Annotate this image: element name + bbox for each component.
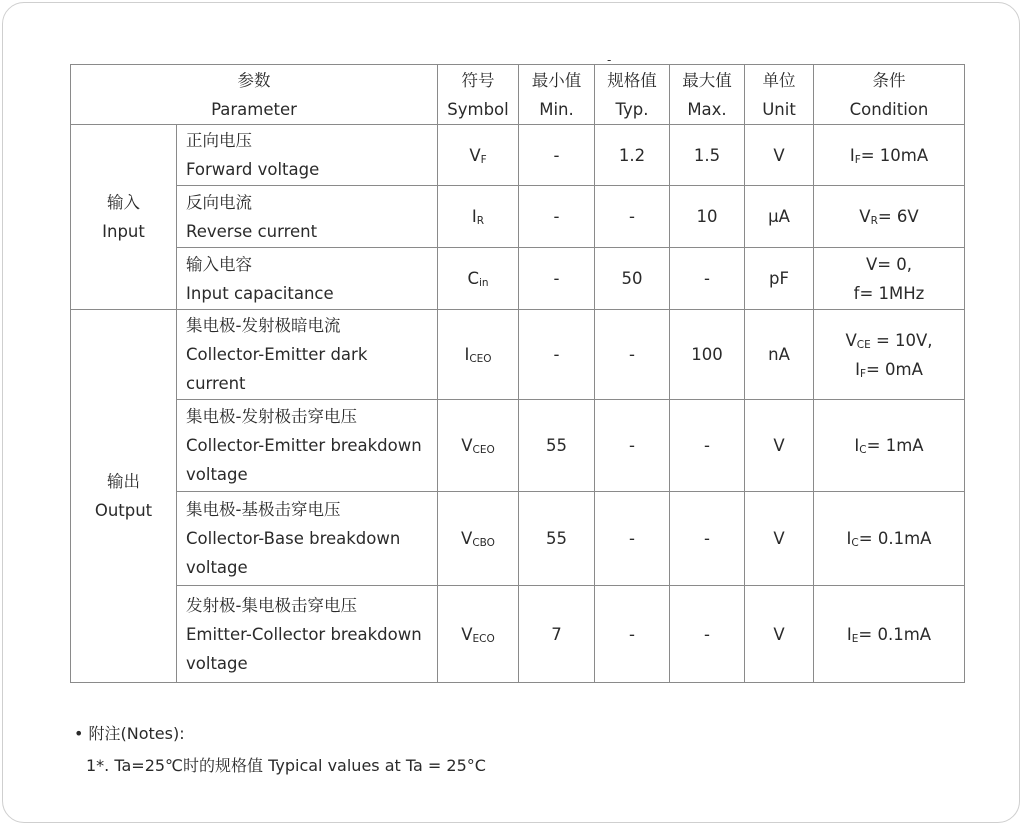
max-cell: - — [670, 248, 745, 310]
condition-cell: $I_E= 0.1mA$ — [814, 586, 965, 683]
min-cell: 55 — [519, 492, 595, 586]
max-cell: - — [670, 492, 745, 586]
unit-cell: V — [745, 125, 814, 186]
condition-cell: $V_{CE} = 10V$, $I_F= 0mA$ — [814, 310, 965, 400]
table-row — [71, 186, 965, 248]
condition-cell: $I_F= 10mA$ — [814, 125, 965, 186]
symbol-cell: $V_{ECO}$ — [438, 586, 519, 683]
table-row — [71, 492, 965, 586]
table-row — [71, 310, 965, 400]
symbol-cell: $V_{CEO}$ — [438, 400, 519, 492]
typ-cell: - — [595, 400, 670, 492]
max-cell: 10 — [670, 186, 745, 248]
table-row — [71, 586, 965, 683]
symbol-cell: $V_F$ — [438, 125, 519, 186]
max-cell: - — [670, 586, 745, 683]
parameter-cell: 反向电流 Reverse current — [177, 186, 438, 248]
unit-cell: pF — [745, 248, 814, 310]
parameter-cell: 正向电压 Forward voltage — [177, 125, 438, 186]
parameter-cell: 输入电容 Input capacitance — [177, 248, 438, 310]
condition-cell: $I_C= 0.1mA$ — [814, 492, 965, 586]
unit-cell: μA — [745, 186, 814, 248]
min-cell: - — [519, 186, 595, 248]
min-cell: - — [519, 310, 595, 400]
header-unit: 单位 Unit — [745, 65, 814, 125]
condition-cell: $V_R= 6V$ — [814, 186, 965, 248]
unit-cell: V — [745, 586, 814, 683]
header-typ: 规格值 Typ. — [595, 65, 670, 125]
table-row — [71, 125, 965, 186]
condition-cell: V= 0, f= 1MHz — [814, 248, 965, 310]
symbol-cell: $C_{in}$ — [438, 248, 519, 310]
condition-cell: $I_C= 1mA$ — [814, 400, 965, 492]
notes-section — [74, 718, 486, 782]
electrical-characteristics-table — [70, 64, 965, 683]
symbol-cell: $I_R$ — [438, 186, 519, 248]
min-cell: - — [519, 125, 595, 186]
typ-cell: - — [595, 310, 670, 400]
typ-cell: - — [595, 186, 670, 248]
max-cell: - — [670, 400, 745, 492]
notes-title: • 附注(Notes): — [74, 724, 185, 743]
parameter-cell: 集电极-发射极暗电流 Collector-Emitter dark current — [177, 310, 438, 400]
group-input: 输入 Input — [71, 125, 177, 310]
unit-cell: V — [745, 492, 814, 586]
symbol-cell: $V_{CBO}$ — [438, 492, 519, 586]
parameter-cell: 集电极-发射极击穿电压 Collector-Emitter breakdown voltage — [177, 400, 438, 492]
typ-cell: 50 — [595, 248, 670, 310]
table-header-row — [71, 65, 965, 125]
note-item: 1*. Ta=25℃时的规格值 Typical values at Ta = 25°C — [86, 756, 486, 775]
min-cell: 55 — [519, 400, 595, 492]
symbol-cell: $I_{CEO}$ — [438, 310, 519, 400]
max-cell: 100 — [670, 310, 745, 400]
table-row — [71, 248, 965, 310]
typ-cell: - — [595, 586, 670, 683]
unit-cell: nA — [745, 310, 814, 400]
typ-cell: 1.2 — [595, 125, 670, 186]
max-cell: 1.5 — [670, 125, 745, 186]
min-cell: 7 — [519, 586, 595, 683]
group-output: 输出 Output — [71, 310, 177, 683]
typ-cell: - — [595, 492, 670, 586]
min-cell: - — [519, 248, 595, 310]
parameter-cell: 集电极-基极击穿电压 Collector-Base breakdown voltage — [177, 492, 438, 586]
header-max: 最大值 Max. — [670, 65, 745, 125]
unit-cell: V — [745, 400, 814, 492]
header-symbol: 符号 Symbol — [438, 65, 519, 125]
top-mark: - — [607, 53, 612, 67]
parameter-cell: 发射极-集电极击穿电压 Emitter-Collector breakdown voltage — [177, 586, 438, 683]
header-condition: 条件 Condition — [814, 65, 965, 125]
header-parameter: 参数 Parameter — [71, 65, 438, 125]
header-min: 最小值 Min. — [519, 65, 595, 125]
table-row — [71, 400, 965, 492]
